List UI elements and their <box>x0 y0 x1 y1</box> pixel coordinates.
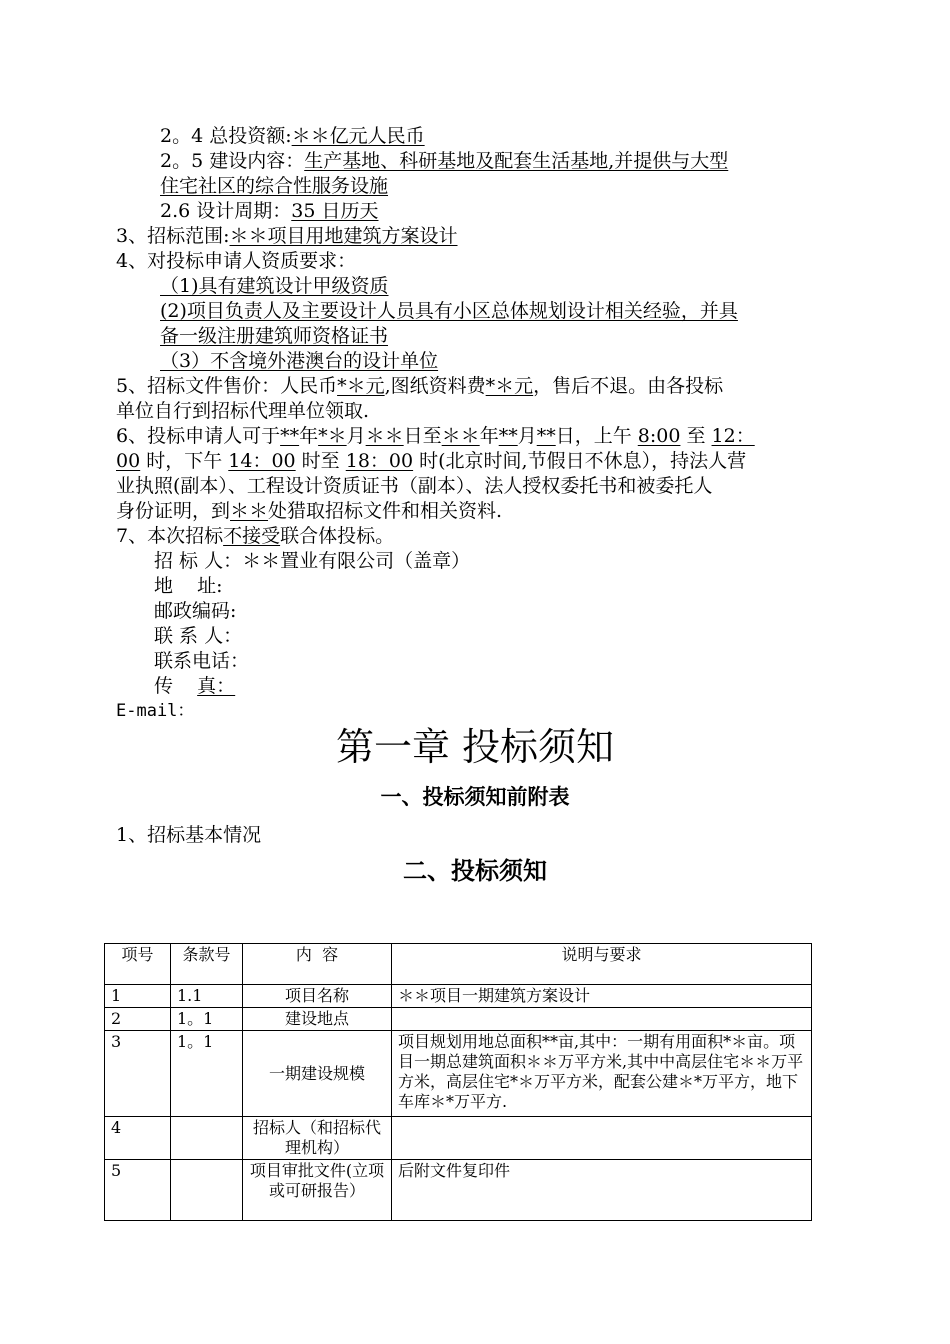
document-price-line-2: 单位自行到招标代理单位领取. <box>116 400 370 422</box>
cell-clause-no: 1。1 <box>171 1008 243 1031</box>
total-investment-line: 2。4 总投资额:＊＊亿元人民币 <box>160 125 425 147</box>
requirements-table <box>104 943 812 1221</box>
qualification-item-2-cont: 备一级注册建筑师资格证书 <box>160 325 389 347</box>
cell-clause-no <box>171 1117 243 1160</box>
construction-content-line: 2。5 建设内容：生产基地、科研基地及配套生活基地,并提供与大型 <box>160 150 729 172</box>
cell-clause-no: 1.1 <box>171 985 243 1008</box>
section-heading-attached-table: 一、投标须知前附表 <box>380 785 570 809</box>
qualification-item-3: （3）不含境外港澳台的设计单位 <box>160 350 439 372</box>
cell-item-no: 5 <box>105 1160 171 1221</box>
application-docs-line: 业执照(副本）、工程设计资质证书（副本）、法人授权委托书和被委托人 <box>116 475 713 497</box>
cell-content: 建设地点 <box>243 1008 392 1031</box>
table-row <box>105 985 812 1008</box>
table-header-row <box>105 944 812 985</box>
construction-content-line-2: 住宅社区的综合性服务设施 <box>160 175 389 197</box>
cell-content: 一期建设规模 <box>243 1031 392 1117</box>
application-time-line: 6、投标申请人可于**年*＊月＊＊日至＊＊年**月**日，上午 8:00 至 12： <box>116 425 755 447</box>
cell-content: 招标人（和招标代理机构） <box>243 1117 392 1160</box>
table-row <box>105 1031 812 1117</box>
contact-person-line: 联 系 人： <box>154 625 243 647</box>
postal-code-line: 邮政编码: <box>154 600 237 622</box>
cell-content: 项目名称 <box>243 985 392 1008</box>
cell-item-no: 1 <box>105 985 171 1008</box>
header-content: 内 容 <box>243 944 392 985</box>
qualification-requirements-line: 4、对投标申请人资质要求： <box>116 250 357 272</box>
address-line: 地 址: <box>154 575 223 597</box>
qualification-item-1: （1)具有建筑设计甲级资质 <box>160 275 389 297</box>
design-period-line: 2.6 设计周期：35 日历天 <box>160 200 379 222</box>
table-row <box>105 1160 812 1221</box>
cell-content: 项目审批文件(立项或可研报告） <box>243 1160 392 1221</box>
header-item-no: 项号 <box>105 944 171 985</box>
cell-item-no: 2 <box>105 1008 171 1031</box>
cell-item-no: 4 <box>105 1117 171 1160</box>
application-time-line-2: 00 时，下午 14：00 时至 18：00 时(北京时间,节假日不休息），持法人营 <box>116 450 747 472</box>
cell-description <box>392 1008 812 1031</box>
chapter-title: 第一章 投标须知 <box>335 725 615 769</box>
table-row <box>105 1008 812 1031</box>
cell-description: 项目规划用地总面积**亩,其中：一期有用面积*＊亩。项目一期总建筑面积＊＊万平方米,其中中高层住宅＊＊万平方米，高层住宅*＊万平方米，配套公建＊*万平方，地下车库＊*万平方. <box>392 1031 812 1117</box>
cell-description: ＊＊项目一期建筑方案设计 <box>392 985 812 1008</box>
contact-phone-line: 联系电话： <box>154 650 250 672</box>
header-clause-no: 条款号 <box>171 944 243 985</box>
qualification-item-2: (2)项目负责人及主要设计人员具有小区总体规划设计相关经验，并具 <box>160 300 738 322</box>
application-docs-line-2: 身份证明，到＊＊处猎取招标文件和相关资料. <box>116 500 503 522</box>
cell-clause-no: 1。1 <box>171 1031 243 1117</box>
cell-description <box>392 1117 812 1160</box>
cell-item-no: 3 <box>105 1031 171 1117</box>
table-row <box>105 1117 812 1160</box>
tenderer-line: 招 标 人：＊＊置业有限公司（盖章） <box>154 550 471 572</box>
subsection-basic-info: 1、招标基本情况 <box>116 824 262 846</box>
cell-description: 后附文件复印件 <box>392 1160 812 1221</box>
email-line: E-mail： <box>116 701 195 721</box>
header-description: 说明与要求 <box>392 944 812 985</box>
bidding-scope-line: 3、招标范围:＊＊项目用地建筑方案设计 <box>116 225 458 247</box>
cell-clause-no <box>171 1160 243 1221</box>
section-heading-instructions: 二、投标须知 <box>403 857 547 885</box>
consortium-line: 7、本次招标不接受联合体投标。 <box>116 525 395 547</box>
document-price-line: 5、招标文件售价：人民币*＊元,图纸资料费*＊元，售后不退。由各投标 <box>116 375 724 397</box>
fax-line: 传 真： <box>154 675 236 697</box>
